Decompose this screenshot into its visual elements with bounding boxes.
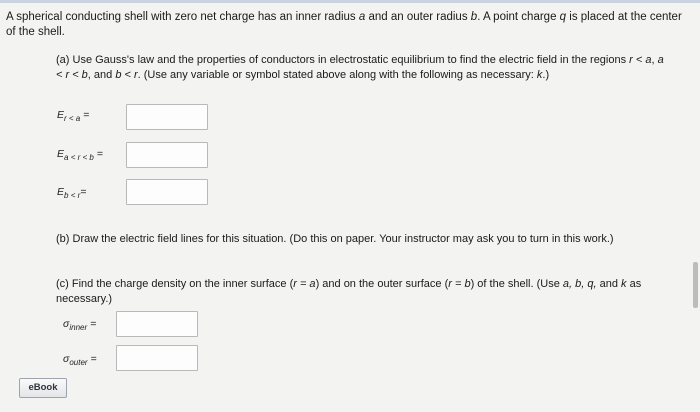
- top-border: [0, 0, 700, 3]
- field-label-inside: $E_{r < a}$ =: [57, 109, 90, 123]
- sigma-inner-label: $\sigma_{inner}$ =: [63, 318, 97, 332]
- part-b-prompt: (b) Draw the electric field lines for this situation. (Do this on paper. Your instructor may ask you to turn in this work.): [56, 233, 614, 245]
- ebook-button[interactable]: eBook: [19, 378, 67, 398]
- field-outside-input[interactable]: [126, 179, 208, 205]
- sigma-outer-input[interactable]: [116, 345, 198, 371]
- problem-intro: A spherical conducting shell with zero net charge has an inner radius a and an outer radius b. A point charge q is placed at the center of the shell.: [6, 11, 682, 38]
- field-label-shell: $E_{a < r < b}$ =: [57, 148, 103, 162]
- sigma-outer-label: $\sigma_{outer}$ =: [63, 353, 97, 367]
- scrollbar[interactable]: [694, 0, 700, 412]
- field-label-outside: $E_{b < r}=$: [57, 186, 87, 200]
- part-c-prompt: (c) Find the charge density on the inner surface (r = a) and on the outer surface (r = b) of the shell. (Use a, b, q, and k as necessary.): [56, 278, 642, 305]
- field-inside-input[interactable]: [126, 104, 208, 130]
- part-a-prompt: (a) Use Gauss's law and the properties of conductors in electrostatic equilibrium to find the electric field in the regions r < a, a < r < b, and b < r. (Use any variable or symbol stated above along with the following as necessary: k.): [56, 54, 664, 81]
- sigma-inner-input[interactable]: [116, 311, 198, 337]
- field-shell-input[interactable]: [126, 142, 208, 168]
- scrollbar-thumb[interactable]: [693, 262, 698, 308]
